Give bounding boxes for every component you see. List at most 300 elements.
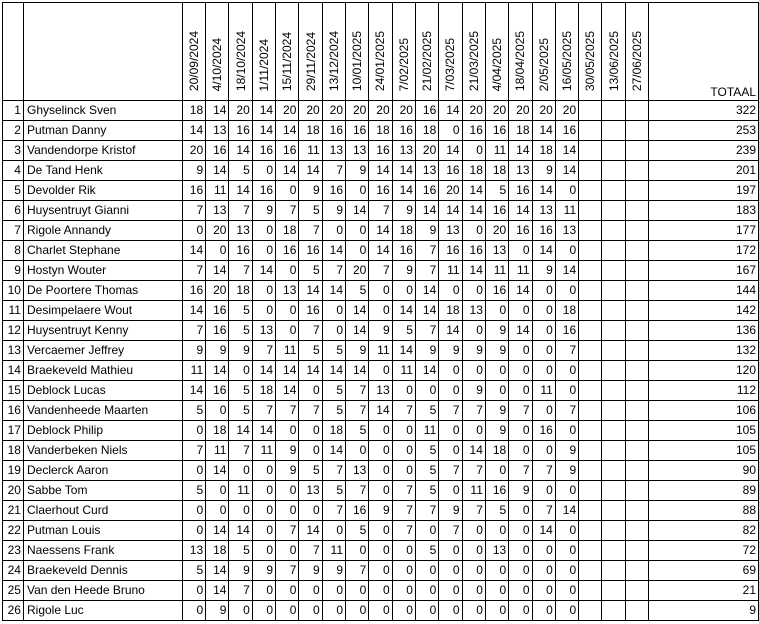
score-cell xyxy=(579,521,602,541)
score-cell xyxy=(625,441,648,461)
score-cell: 0 xyxy=(439,121,462,141)
score-cell: 0 xyxy=(369,281,392,301)
score-cell: 16 xyxy=(439,241,462,261)
score-cell: 14 xyxy=(322,441,345,461)
score-cell: 0 xyxy=(555,181,578,201)
rank-cell: 15 xyxy=(3,381,24,401)
score-cell: 18 xyxy=(276,221,299,241)
rank-cell: 17 xyxy=(3,421,24,441)
rank-cell: 18 xyxy=(3,441,24,461)
score-cell xyxy=(625,301,648,321)
score-cell: 5 xyxy=(415,541,438,561)
score-cell xyxy=(602,421,625,441)
score-cell: 9 xyxy=(462,381,485,401)
score-cell: 0 xyxy=(462,561,485,581)
date-label: 20/09/2024 xyxy=(186,30,201,91)
score-cell: 20 xyxy=(485,221,508,241)
score-cell: 16 xyxy=(206,301,229,321)
total-cell: 201 xyxy=(649,161,759,181)
score-cell: 0 xyxy=(252,481,275,501)
score-cell: 0 xyxy=(415,581,438,601)
score-cell: 0 xyxy=(369,361,392,381)
score-cell: 13 xyxy=(252,321,275,341)
score-cell: 5 xyxy=(392,321,415,341)
score-cell: 14 xyxy=(369,161,392,181)
score-cell: 5 xyxy=(346,281,369,301)
total-cell: 239 xyxy=(649,141,759,161)
score-cell: 7 xyxy=(392,481,415,501)
score-cell: 18 xyxy=(252,381,275,401)
score-cell: 0 xyxy=(555,601,578,621)
table-row xyxy=(3,581,759,601)
score-cell: 0 xyxy=(369,601,392,621)
table-row xyxy=(3,201,759,221)
score-cell: 9 xyxy=(439,501,462,521)
score-cell: 0 xyxy=(252,541,275,561)
score-cell xyxy=(625,221,648,241)
score-cell: 16 xyxy=(182,181,205,201)
score-cell: 0 xyxy=(509,541,532,561)
score-cell xyxy=(579,541,602,561)
score-cell: 0 xyxy=(369,521,392,541)
score-cell: 0 xyxy=(276,421,299,441)
score-cell: 20 xyxy=(439,181,462,201)
score-cell xyxy=(625,361,648,381)
score-cell: 5 xyxy=(182,561,205,581)
score-cell: 0 xyxy=(555,561,578,581)
score-cell: 0 xyxy=(229,461,252,481)
score-cell xyxy=(602,201,625,221)
score-cell: 0 xyxy=(369,301,392,321)
score-cell: 16 xyxy=(252,181,275,201)
score-cell: 16 xyxy=(485,121,508,141)
rank-cell: 2 xyxy=(3,121,24,141)
score-cell: 7 xyxy=(439,521,462,541)
score-cell: 14 xyxy=(206,101,229,121)
score-cell: 7 xyxy=(369,261,392,281)
score-cell: 7 xyxy=(415,241,438,261)
score-cell: 0 xyxy=(276,501,299,521)
score-cell: 14 xyxy=(206,261,229,281)
date-header xyxy=(532,3,555,101)
score-cell xyxy=(579,341,602,361)
score-cell: 13 xyxy=(509,161,532,181)
score-cell: 5 xyxy=(415,481,438,501)
total-cell: 144 xyxy=(649,281,759,301)
score-cell: 9 xyxy=(485,421,508,441)
score-cell: 9 xyxy=(532,261,555,281)
score-cell: 0 xyxy=(369,541,392,561)
score-cell: 14 xyxy=(439,201,462,221)
score-cell: 20 xyxy=(229,101,252,121)
score-cell: 0 xyxy=(462,141,485,161)
score-cell: 11 xyxy=(485,141,508,161)
rank-cell: 25 xyxy=(3,581,24,601)
date-header xyxy=(229,3,252,101)
header-row xyxy=(3,3,759,101)
table-row xyxy=(3,241,759,261)
score-cell: 0 xyxy=(415,601,438,621)
score-cell: 14 xyxy=(276,121,299,141)
score-cell xyxy=(579,121,602,141)
score-cell: 0 xyxy=(229,361,252,381)
score-cell: 9 xyxy=(485,321,508,341)
table-row xyxy=(3,161,759,181)
score-cell: 0 xyxy=(252,281,275,301)
score-cell: 13 xyxy=(206,201,229,221)
total-cell: 9 xyxy=(649,601,759,621)
standings-table xyxy=(2,2,759,621)
score-cell: 9 xyxy=(299,181,322,201)
score-cell: 16 xyxy=(276,141,299,161)
score-cell: 16 xyxy=(322,181,345,201)
rank-cell: 23 xyxy=(3,541,24,561)
score-cell: 7 xyxy=(182,201,205,221)
score-cell xyxy=(625,481,648,501)
score-cell: 20 xyxy=(392,101,415,121)
score-cell: 7 xyxy=(462,501,485,521)
score-cell: 14 xyxy=(392,181,415,201)
score-cell: 0 xyxy=(182,601,205,621)
table-row xyxy=(3,141,759,161)
table-row xyxy=(3,561,759,581)
table-row xyxy=(3,361,759,381)
score-cell: 0 xyxy=(439,281,462,301)
score-cell: 16 xyxy=(555,321,578,341)
score-cell: 14 xyxy=(299,281,322,301)
score-cell xyxy=(579,381,602,401)
score-cell: 0 xyxy=(299,581,322,601)
score-cell: 16 xyxy=(485,281,508,301)
score-cell: 13 xyxy=(439,221,462,241)
score-cell: 9 xyxy=(182,341,205,361)
score-cell: 7 xyxy=(182,261,205,281)
rank-cell: 10 xyxy=(3,281,24,301)
score-cell: 20 xyxy=(182,141,205,161)
player-name-cell: Huysentruyt Gianni xyxy=(23,201,182,221)
rank-cell: 8 xyxy=(3,241,24,261)
score-cell: 18 xyxy=(206,421,229,441)
score-cell: 9 xyxy=(252,561,275,581)
score-cell xyxy=(602,121,625,141)
player-name-cell: Hostyn Wouter xyxy=(23,261,182,281)
table-row xyxy=(3,341,759,361)
score-cell xyxy=(602,601,625,621)
score-cell: 13 xyxy=(182,541,205,561)
score-cell: 11 xyxy=(182,361,205,381)
score-cell: 14 xyxy=(182,301,205,321)
score-cell: 0 xyxy=(252,161,275,181)
score-cell: 11 xyxy=(462,481,485,501)
score-cell: 0 xyxy=(485,581,508,601)
score-cell: 7 xyxy=(392,501,415,521)
score-cell: 7 xyxy=(415,321,438,341)
score-cell: 0 xyxy=(229,501,252,521)
score-cell: 9 xyxy=(415,341,438,361)
player-name-cell: Naessens Frank xyxy=(23,541,182,561)
score-cell: 14 xyxy=(252,421,275,441)
score-cell: 14 xyxy=(182,121,205,141)
score-cell: 16 xyxy=(485,481,508,501)
score-cell: 0 xyxy=(206,481,229,501)
score-cell xyxy=(602,541,625,561)
total-cell: 21 xyxy=(649,581,759,601)
date-label: 4/10/2024 xyxy=(210,37,225,91)
date-label: 27/06/2025 xyxy=(629,30,644,91)
score-cell: 0 xyxy=(206,241,229,261)
score-cell: 0 xyxy=(509,381,532,401)
date-label: 18/04/2025 xyxy=(513,30,528,91)
score-cell: 18 xyxy=(206,541,229,561)
score-cell: 7 xyxy=(509,461,532,481)
score-cell xyxy=(602,501,625,521)
score-cell xyxy=(625,501,648,521)
score-cell: 0 xyxy=(555,541,578,561)
score-cell: 0 xyxy=(252,601,275,621)
score-cell: 0 xyxy=(509,581,532,601)
score-cell: 14 xyxy=(276,361,299,381)
date-header xyxy=(392,3,415,101)
score-cell: 13 xyxy=(462,301,485,321)
score-cell: 9 xyxy=(462,341,485,361)
score-cell: 0 xyxy=(462,521,485,541)
score-cell: 7 xyxy=(439,461,462,481)
score-cell: 0 xyxy=(532,401,555,421)
score-cell: 9 xyxy=(182,161,205,181)
score-cell: 0 xyxy=(415,381,438,401)
score-cell: 0 xyxy=(439,421,462,441)
score-cell: 0 xyxy=(346,221,369,241)
total-cell: 142 xyxy=(649,301,759,321)
score-cell: 0 xyxy=(555,481,578,501)
score-cell: 16 xyxy=(462,241,485,261)
date-header xyxy=(299,3,322,101)
score-cell: 0 xyxy=(252,581,275,601)
score-cell: 7 xyxy=(462,461,485,481)
score-cell xyxy=(579,101,602,121)
total-cell: 253 xyxy=(649,121,759,141)
score-cell xyxy=(602,241,625,261)
total-cell: 136 xyxy=(649,321,759,341)
player-name-cell: Charlet Stephane xyxy=(23,241,182,261)
score-cell: 0 xyxy=(462,281,485,301)
score-cell xyxy=(625,121,648,141)
score-cell: 7 xyxy=(299,321,322,341)
score-cell: 14 xyxy=(462,261,485,281)
score-cell xyxy=(602,321,625,341)
rank-cell: 13 xyxy=(3,341,24,361)
score-cell: 0 xyxy=(485,461,508,481)
score-cell: 0 xyxy=(369,421,392,441)
rank-cell: 16 xyxy=(3,401,24,421)
score-cell: 0 xyxy=(509,241,532,261)
date-label: 29/11/2024 xyxy=(303,31,318,91)
score-cell xyxy=(602,221,625,241)
score-cell xyxy=(625,341,648,361)
date-label: 13/12/2024 xyxy=(326,30,341,91)
score-cell: 0 xyxy=(346,181,369,201)
score-cell: 13 xyxy=(346,141,369,161)
table-row xyxy=(3,181,759,201)
score-cell: 14 xyxy=(182,381,205,401)
score-cell xyxy=(579,141,602,161)
score-cell: 7 xyxy=(182,441,205,461)
date-label: 2/05/2025 xyxy=(536,37,551,91)
date-header xyxy=(579,3,602,101)
player-name-cell: Braekeveld Dennis xyxy=(23,561,182,581)
score-cell: 20 xyxy=(462,101,485,121)
score-cell: 0 xyxy=(182,521,205,541)
score-cell: 18 xyxy=(509,121,532,141)
score-cell: 14 xyxy=(532,241,555,261)
score-cell: 7 xyxy=(276,401,299,421)
score-cell: 5 xyxy=(415,401,438,421)
score-cell: 0 xyxy=(509,441,532,461)
score-cell: 20 xyxy=(415,141,438,161)
score-cell: 9 xyxy=(439,341,462,361)
score-cell: 20 xyxy=(555,101,578,121)
score-cell: 11 xyxy=(252,441,275,461)
score-cell xyxy=(602,381,625,401)
score-cell: 20 xyxy=(369,101,392,121)
score-cell: 9 xyxy=(485,341,508,361)
table-row xyxy=(3,221,759,241)
total-header: TOTAAL xyxy=(649,3,759,101)
player-name-cell: Ghyselinck Sven xyxy=(23,101,182,121)
score-cell: 16 xyxy=(322,121,345,141)
score-cell: 0 xyxy=(369,581,392,601)
score-cell: 16 xyxy=(369,141,392,161)
date-header xyxy=(206,3,229,101)
score-cell: 0 xyxy=(485,381,508,401)
score-cell: 0 xyxy=(299,421,322,441)
score-cell: 20 xyxy=(532,101,555,121)
player-name-cell: Devolder Rik xyxy=(23,181,182,201)
rank-cell: 21 xyxy=(3,501,24,521)
score-cell: 7 xyxy=(346,481,369,501)
player-name-cell: De Tand Henk xyxy=(23,161,182,181)
score-cell: 0 xyxy=(182,501,205,521)
score-cell: 11 xyxy=(555,201,578,221)
score-cell: 0 xyxy=(439,381,462,401)
score-cell: 0 xyxy=(369,441,392,461)
score-cell: 0 xyxy=(555,281,578,301)
score-cell: 0 xyxy=(485,601,508,621)
score-cell: 9 xyxy=(392,201,415,221)
score-cell: 16 xyxy=(206,321,229,341)
score-cell xyxy=(602,521,625,541)
score-cell: 9 xyxy=(392,261,415,281)
score-cell: 0 xyxy=(555,241,578,261)
score-cell: 0 xyxy=(392,281,415,301)
score-cell: 14 xyxy=(415,281,438,301)
score-cell: 7 xyxy=(276,561,299,581)
score-cell: 7 xyxy=(346,401,369,421)
score-cell: 9 xyxy=(299,561,322,581)
score-cell: 20 xyxy=(509,101,532,121)
score-cell: 14 xyxy=(555,501,578,521)
score-cell: 14 xyxy=(555,161,578,181)
score-cell: 0 xyxy=(509,501,532,521)
score-cell: 0 xyxy=(322,301,345,321)
score-cell: 0 xyxy=(392,541,415,561)
score-cell: 0 xyxy=(229,601,252,621)
score-cell: 20 xyxy=(322,101,345,121)
score-cell xyxy=(579,401,602,421)
score-cell: 7 xyxy=(322,501,345,521)
player-name-cell: Claerhout Curd xyxy=(23,501,182,521)
score-cell xyxy=(579,201,602,221)
total-cell: 88 xyxy=(649,501,759,521)
score-cell: 0 xyxy=(485,521,508,541)
table-row xyxy=(3,301,759,321)
date-label: 15/11/2024 xyxy=(280,31,295,91)
score-cell: 0 xyxy=(299,501,322,521)
total-cell: 90 xyxy=(649,461,759,481)
score-cell: 0 xyxy=(252,301,275,321)
score-cell xyxy=(625,461,648,481)
score-cell: 0 xyxy=(322,321,345,341)
score-cell xyxy=(602,301,625,321)
score-cell: 9 xyxy=(276,461,299,481)
score-cell: 0 xyxy=(299,441,322,461)
score-cell: 0 xyxy=(346,541,369,561)
score-cell xyxy=(625,161,648,181)
score-cell xyxy=(602,461,625,481)
date-header xyxy=(485,3,508,101)
score-cell: 7 xyxy=(252,341,275,361)
score-cell: 5 xyxy=(299,201,322,221)
score-cell xyxy=(625,321,648,341)
score-cell: 11 xyxy=(439,261,462,281)
score-cell: 0 xyxy=(532,601,555,621)
rank-cell: 4 xyxy=(3,161,24,181)
header-name-blank xyxy=(23,3,182,101)
score-cell: 0 xyxy=(392,561,415,581)
score-cell: 0 xyxy=(252,241,275,261)
date-label: 16/05/2025 xyxy=(559,30,574,91)
score-cell xyxy=(579,361,602,381)
score-cell: 0 xyxy=(439,541,462,561)
score-cell: 9 xyxy=(322,201,345,221)
date-label: 7/03/2025 xyxy=(443,37,458,91)
score-cell xyxy=(625,141,648,161)
rank-cell: 20 xyxy=(3,481,24,501)
total-cell: 106 xyxy=(649,401,759,421)
score-cell: 7 xyxy=(276,201,299,221)
score-cell: 14 xyxy=(369,401,392,421)
total-cell: 322 xyxy=(649,101,759,121)
score-cell: 14 xyxy=(415,201,438,221)
score-cell: 7 xyxy=(299,221,322,241)
score-cell: 0 xyxy=(392,461,415,481)
date-header xyxy=(555,3,578,101)
date-header xyxy=(439,3,462,101)
score-cell: 14 xyxy=(369,241,392,261)
score-cell: 0 xyxy=(462,541,485,561)
score-cell xyxy=(602,261,625,281)
score-cell: 0 xyxy=(439,601,462,621)
score-cell: 14 xyxy=(346,361,369,381)
score-cell xyxy=(579,261,602,281)
score-cell: 0 xyxy=(276,601,299,621)
score-cell: 0 xyxy=(532,441,555,461)
score-cell: 5 xyxy=(229,301,252,321)
score-cell: 16 xyxy=(229,241,252,261)
score-cell: 7 xyxy=(322,261,345,281)
score-cell: 9 xyxy=(415,221,438,241)
date-label: 18/10/2024 xyxy=(233,30,248,91)
